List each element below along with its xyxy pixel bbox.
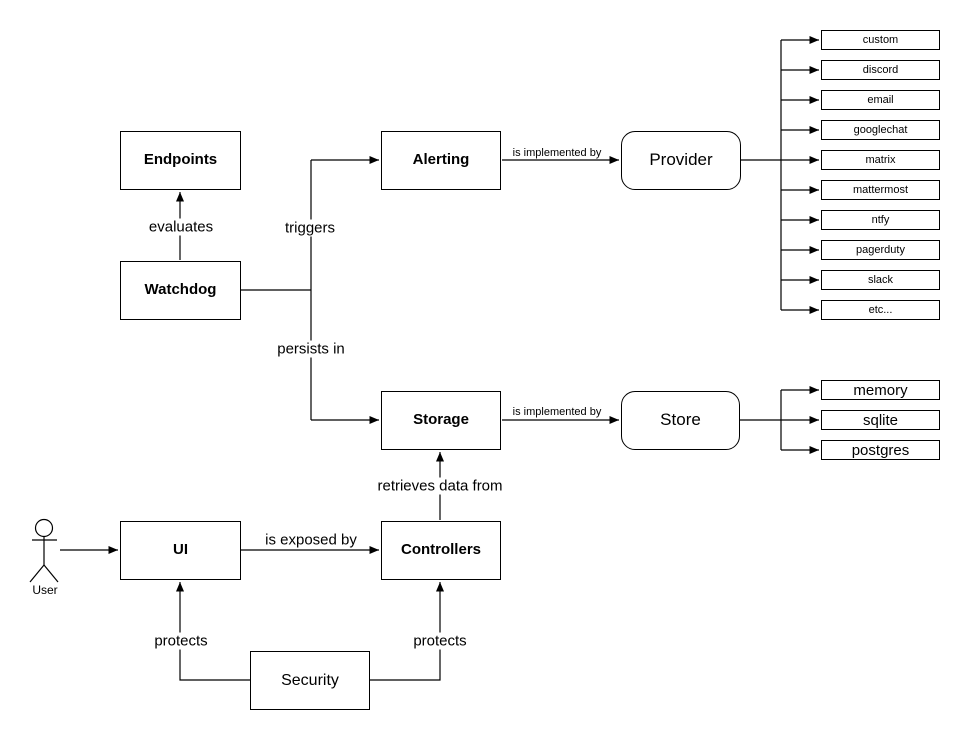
- edge-label-evaluates: evaluates: [146, 219, 216, 236]
- store-impl-postgres: postgres: [821, 440, 940, 460]
- provider-impl-googlechat: googlechat: [821, 120, 940, 140]
- provider-impl-discord: discord: [821, 60, 940, 80]
- provider-impl-etc: etc...: [821, 300, 940, 320]
- provider-impl-ntfy: ntfy: [821, 210, 940, 230]
- provider-impl-matrix: matrix: [821, 150, 940, 170]
- node-controllers: Controllers: [381, 521, 501, 580]
- edge-security-ui: [180, 582, 250, 680]
- provider-impl-email: email: [821, 90, 940, 110]
- edge-label-triggers: triggers: [282, 220, 338, 237]
- edge-security-controllers: [370, 582, 440, 680]
- store-impl-memory: memory: [821, 380, 940, 400]
- edge-label-is-exposed-by: is exposed by: [262, 532, 360, 549]
- user-actor-icon: [30, 520, 58, 583]
- node-provider: Provider: [621, 131, 741, 190]
- node-watchdog: Watchdog: [120, 261, 241, 320]
- node-endpoints: Endpoints: [120, 131, 241, 190]
- provider-impl-slack: slack: [821, 270, 940, 290]
- node-security: Security: [250, 651, 370, 710]
- provider-impl-pagerduty: pagerduty: [821, 240, 940, 260]
- edge-label-storage-implemented-by: is implemented by: [512, 406, 602, 418]
- store-impl-sqlite: sqlite: [821, 410, 940, 430]
- node-store: Store: [621, 391, 740, 450]
- user-actor-label: User: [32, 583, 58, 597]
- node-alerting: Alerting: [381, 131, 501, 190]
- edge-label-persists-in: persists in: [274, 341, 348, 358]
- provider-impl-mattermost: mattermost: [821, 180, 940, 200]
- edge-label-protects-controllers: protects: [410, 633, 469, 650]
- node-storage: Storage: [381, 391, 501, 450]
- provider-impl-custom: custom: [821, 30, 940, 50]
- edge-label-protects-ui: protects: [151, 633, 210, 650]
- edge-label-alerting-implemented-by: is implemented by: [512, 147, 602, 159]
- node-ui: UI: [120, 521, 241, 580]
- edge-label-retrieves-data-from: retrieves data from: [374, 478, 505, 495]
